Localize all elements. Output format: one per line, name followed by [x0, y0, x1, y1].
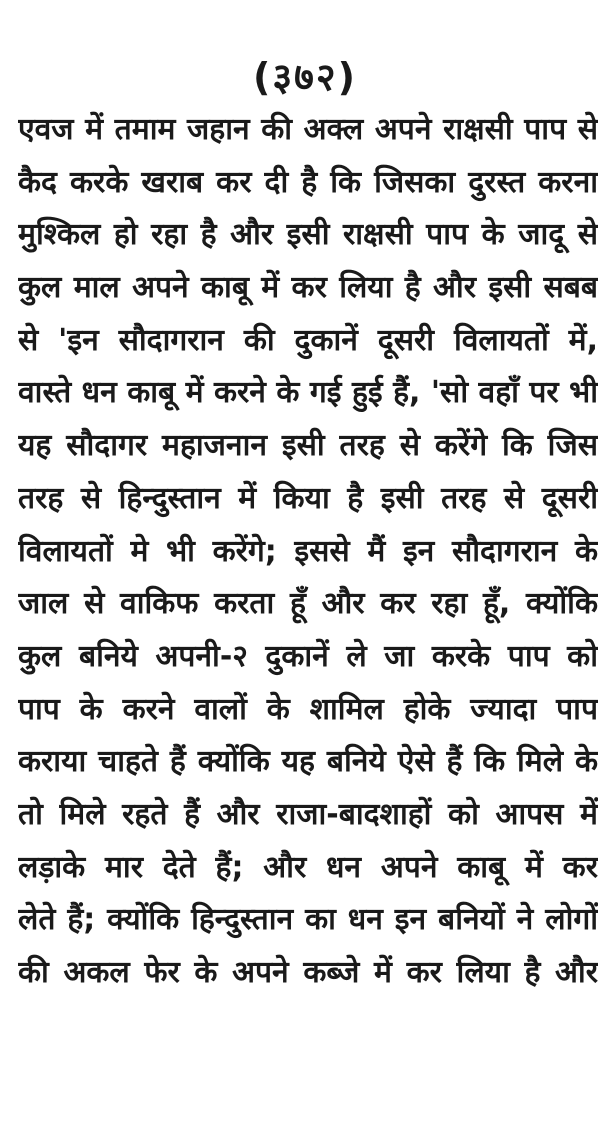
- text-line: पाप के करने वालों के शामिल होके ज्यादा पाप: [18, 691, 598, 727]
- text-line: से 'इन सौदागरान की दुकानें दूसरी विलायतों में,: [18, 322, 598, 358]
- text-line: की अकल फेर के अपने कब्जे में कर लिया है और: [18, 955, 598, 990]
- text-line: कराया चाहते हैं क्योंकि यह बनिये ऐसे हैं कि मिले के: [18, 744, 598, 780]
- text-line: तरह से हिन्दुस्तान में किया है इसी तरह से दूसरी: [18, 480, 598, 516]
- text-line: तो मिले रहते हैं और राजा-बादशाहों को आपस में: [18, 796, 598, 832]
- text-line: कुल माल अपने काबू में कर लिया है और इसी सबब: [18, 270, 598, 306]
- text-line: मुश्किल हो रहा है और इसी राक्षसी पाप के जादू से: [18, 217, 598, 253]
- text-line: एवज में तमाम जहान की अक्ल अपने राक्षसी पाप से: [18, 112, 598, 147]
- page-number: (३७२): [252, 55, 357, 99]
- text-line: लड़ाके मार देते हैं; और धन अपने काबू में कर: [18, 849, 598, 885]
- text-line: कैद करके खराब कर दी है कि जिसका दुरस्त करना: [18, 164, 598, 200]
- body-text: [18, 104, 598, 1000]
- text-line: वास्ते धन काबू में करने के गई हुई हैं, 'सो वहाँ पर भी: [18, 375, 598, 411]
- text-line: कुल बनिये अपनी-२ दुकानें ले जा करके पाप को: [18, 638, 598, 674]
- text-line: यह सौदागर महाजनान इसी तरह से करेंगे कि जिस: [18, 428, 598, 464]
- text-line: जाल से वाकिफ करता हूँ और कर रहा हूँ, क्योंकि: [18, 586, 598, 622]
- text-line: लेते हैं; क्योंकि हिन्दुस्तान का धन इन बनियों ने लोगों: [18, 902, 598, 938]
- text-line: विलायतों मे भी करेंगे; इससे मैं इन सौदागरान के: [18, 533, 598, 569]
